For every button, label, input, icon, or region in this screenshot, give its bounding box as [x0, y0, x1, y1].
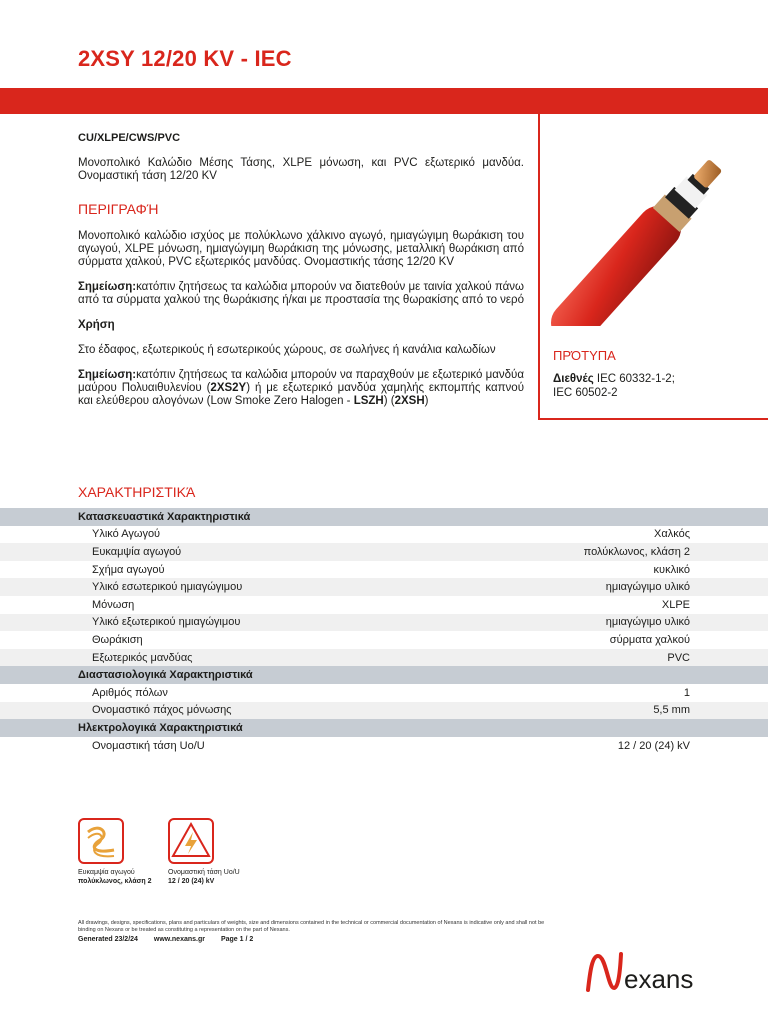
note-2-label: Σημείωση:	[78, 369, 137, 381]
table-row	[0, 578, 768, 596]
standards-heading: ΠΡΌΤΥΠΑ	[553, 348, 616, 363]
nexans-logo	[584, 950, 724, 994]
row-label: Υλικό εξωτερικού ημιαγώγιμου	[92, 616, 241, 629]
standards-line2: IEC 60502-2	[553, 387, 618, 399]
logo-n-mark	[588, 954, 621, 990]
row-label: Σχήμα αγωγού	[92, 563, 165, 576]
characteristics-table	[0, 508, 768, 754]
footer-page: Page 1 / 2	[220, 936, 254, 943]
characteristics-heading: ΧΑΡΑΚΤΗΡΙΣΤΙΚΆ	[78, 484, 196, 500]
table-row	[0, 702, 768, 720]
standards-label: Διεθνές	[553, 373, 594, 385]
note-2-code-2xsh: 2XSH	[394, 395, 425, 407]
row-label: Ευκαμψία αγωγού	[92, 545, 182, 558]
row-label: Ονομαστικό πάχος μόνωσης	[92, 704, 232, 717]
description-heading: ΠΕΡΙΓΡΑΦΉ	[78, 201, 159, 217]
row-label: Μόνωση	[92, 598, 135, 611]
row-value: σύρματα χαλκού	[609, 633, 690, 646]
footer-generated: Generated 23/2/24	[78, 936, 138, 943]
row-value: PVC	[667, 651, 690, 664]
product-summary: Μονοπολικό Καλώδιο Μέσης Τάσης, XLPE μόνωση, και PVC εξωτερικό μανδύα. Ονομαστική τάση 12/20 KV	[78, 157, 524, 182]
logo-text: exans	[624, 964, 694, 994]
note-2-text: κατόπιν ζητήσεως τα καλώδια μπορούν να παραχθούν με εξωτερικό μανδύα μαύρου Πολυαιθυλενίου (	[78, 369, 524, 394]
row-label: Υλικό Αγωγού	[92, 528, 161, 541]
table-row	[0, 737, 768, 755]
table-row	[0, 543, 768, 561]
usage-text: Στο έδαφος, εξωτερικούς ή εσωτερικούς χώρους, σε σωλήνες ή κανάλια καλωδίων	[78, 344, 496, 356]
voltage-caption	[168, 868, 263, 886]
table-row	[0, 596, 768, 614]
product-code: CU/XLPE/CWS/PVC	[78, 132, 181, 144]
row-value: XLPE	[661, 598, 690, 611]
note-1	[78, 281, 524, 307]
row-value: πολύκλωνος, κλάση 2	[583, 545, 690, 558]
row-label: Ονομαστική τάση Uo/U	[92, 739, 205, 752]
table-group-header: Κατασκευαστικά Χαρακτηριστικά	[0, 508, 768, 526]
row-value: κυκλικό	[653, 563, 690, 576]
voltage-icon	[168, 818, 214, 864]
footer	[78, 936, 267, 943]
note-2-text-c: ) (	[383, 395, 395, 407]
flexibility-caption-label: Ευκαμψία αγωγού	[78, 869, 135, 876]
table-group-header: Ηλεκτρολογικά Χαρακτηριστικά	[0, 719, 768, 737]
row-value: ημιαγώγιμο υλικό	[605, 616, 690, 629]
voltage-caption-label: Ονομαστική τάση Uo/U	[168, 869, 240, 876]
usage-label: Χρήση	[78, 319, 115, 331]
flexibility-icon	[78, 818, 124, 864]
note-1-text: κατόπιν ζητήσεως τα καλώδια μπορούν να διατεθούν με ταινία χαλκού πάνω από τα σύρματα χαλκού της θωράκισης ή/και με προστασία της θωρακίσης από το νερό	[78, 281, 524, 306]
table-row	[0, 561, 768, 579]
row-label: Θωράκιση	[92, 633, 143, 646]
legal-disclaimer: All drawings, designs, specifications, plans and particulars of weights, size and dimensions contained in the technical or commercial documentation of Nexans is indicative only and shall not be binding on Nexans or be treated as constituting a representation on the part of Nexans.	[78, 920, 545, 933]
main-content	[78, 132, 524, 420]
row-label: Υλικό εσωτερικού ημιαγώγιμου	[92, 581, 243, 594]
row-label: Αριθμός πόλων	[92, 686, 168, 699]
table-row	[0, 614, 768, 632]
table-row	[0, 684, 768, 702]
note-2	[78, 369, 524, 408]
footer-website[interactable]: www.nexans.gr	[153, 936, 205, 943]
row-value: Χαλκός	[654, 528, 690, 541]
row-label: Εξωτερικός μανδύας	[92, 651, 193, 664]
voltage-caption-value: 12 / 20 (24) kV	[168, 878, 215, 885]
row-value: ημιαγώγιμο υλικό	[605, 581, 690, 594]
flexibility-caption	[78, 868, 173, 886]
cable-image	[548, 126, 768, 326]
description-text: Μονοπολικό καλώδιο ισχύος με πολύκλωνο χάλκινο αγωγό, ημιαγώγιμη θωράκιση του αγωγού, XLPE μόνωση, ημιαγώγιμη θωράκιση της μόνωσης, μεταλλική θωράκιση από σύρματα χαλκού, PVC εξωτερικός μανδύας. Ονομαστικής τάσης 12/20 KV	[78, 230, 524, 268]
row-value: 1	[683, 686, 690, 699]
flexibility-caption-value: πολύκλωνος, κλάση 2	[78, 878, 152, 885]
row-value: 5,5 mm	[653, 704, 690, 717]
note-2-text-d: )	[424, 395, 429, 407]
table-group-header: Διαστασιολογικά Χαρακτηριστικά	[0, 666, 768, 684]
note-1-label: Σημείωση:	[78, 281, 137, 293]
table-row	[0, 526, 768, 544]
row-value: 12 / 20 (24) kV	[617, 739, 690, 752]
page-title: 2XSY 12/20 KV - IEC	[78, 46, 292, 71]
table-row	[0, 631, 768, 649]
header-red-bar	[0, 88, 538, 114]
table-row	[0, 649, 768, 667]
standards-line1: IEC 60332-1-2;	[593, 373, 675, 385]
note-2-code-lszh: LSZH	[353, 395, 384, 407]
note-2-text-b: ) ή με εξωτερικό μανδύα χαμηλής εκπομπής καπνού και ελεύθερου αλογόνων (Low Smoke Zero Halogen -	[78, 382, 524, 407]
note-2-code-pe: 2XS2Y	[210, 382, 247, 394]
standards-text	[553, 372, 753, 400]
